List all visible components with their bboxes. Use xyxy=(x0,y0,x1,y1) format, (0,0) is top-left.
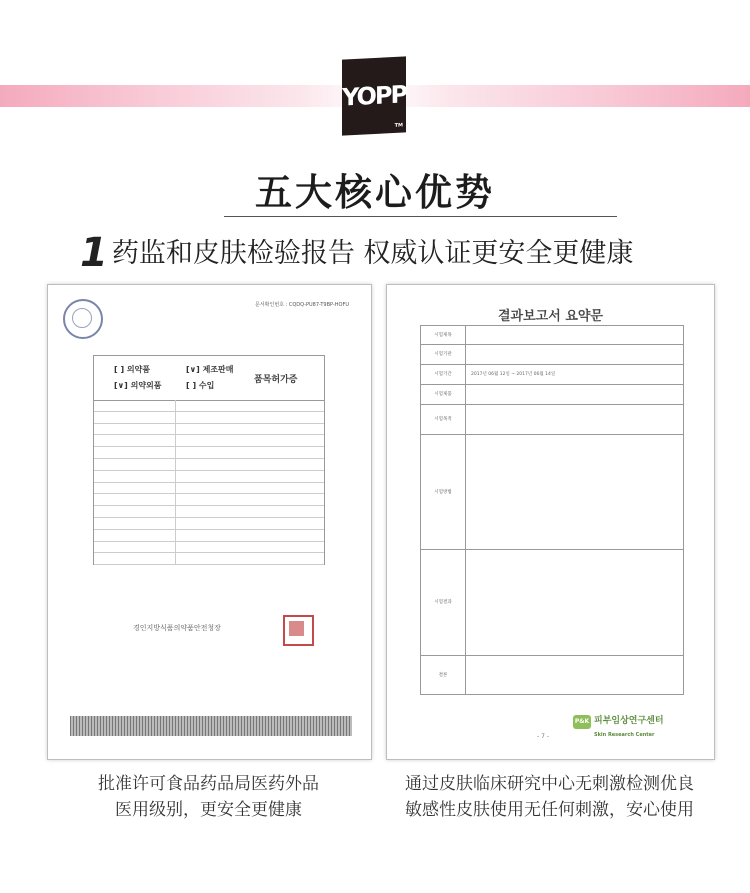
yopp-logo xyxy=(342,56,406,135)
center-name: 피부임상연구센터 xyxy=(594,716,664,726)
form-row xyxy=(94,412,324,424)
form-row xyxy=(94,471,324,483)
report-row xyxy=(421,434,683,550)
issuer-name: 경인지방식품의약품안전청장 xyxy=(133,624,221,632)
form-row xyxy=(94,435,324,447)
report-row xyxy=(421,404,683,435)
license-certificate-image xyxy=(47,284,372,760)
report-period: 2017년 06월 12일 ~ 2017년 06월 14일 xyxy=(471,372,556,377)
left-caption-line2: 医用级别，更安全更健康 xyxy=(115,800,302,820)
form-title: 품목허가증 xyxy=(254,375,298,385)
form-row xyxy=(94,494,324,506)
form-row xyxy=(94,424,324,436)
report-row-label: 시험제목 xyxy=(421,326,466,344)
document-barcode xyxy=(70,716,352,736)
advantage-subtitle xyxy=(80,230,633,276)
form-row xyxy=(94,530,324,542)
form-row xyxy=(94,542,324,554)
report-row xyxy=(421,326,683,345)
report-row-label: 시험기관 xyxy=(421,344,466,364)
center-name-en: Skin Research Center xyxy=(594,732,655,738)
advantage-text: 药监和皮肤检验报告 权威认证更安全更健康 xyxy=(111,238,634,269)
form-row xyxy=(94,518,324,530)
report-table xyxy=(420,325,684,695)
form-row xyxy=(94,506,324,518)
form-row xyxy=(94,400,324,412)
form-row xyxy=(94,483,324,495)
logo-text: YOPP xyxy=(341,80,407,112)
form-row xyxy=(94,459,324,471)
report-row xyxy=(421,549,683,656)
license-form xyxy=(93,355,325,565)
report-row xyxy=(421,364,683,385)
official-stamp-icon xyxy=(283,615,314,646)
skin-research-center-logo: P&K 피부임상연구센터 Skin Research Center xyxy=(574,716,664,738)
report-row xyxy=(421,344,683,365)
logo-tm: TM xyxy=(394,122,403,129)
government-seal-icon xyxy=(63,299,103,339)
right-caption-line1: 通过皮肤临床研究中心无刺激检测优良 xyxy=(405,774,694,794)
form-rows xyxy=(94,400,324,565)
report-row xyxy=(421,655,683,694)
title-divider xyxy=(224,216,617,217)
section-title: 五大核心优势 xyxy=(255,171,495,214)
doc-number: 문서확인번호 : CQDQ-PU87-T9BP-HOFU xyxy=(255,302,349,308)
advantage-number: 1 xyxy=(80,230,108,276)
checkbox-manufacture: [∨] 제조판매 xyxy=(186,365,234,374)
left-caption-line1: 批准许可食品药品局医药外品 xyxy=(98,774,319,794)
report-row-label: 시험목적 xyxy=(421,404,466,434)
report-row-label: 시험방법 xyxy=(421,434,466,549)
report-row-label: 결론 xyxy=(421,655,466,694)
report-title: 결과보고서 요약문 xyxy=(498,309,603,324)
report-row-label: 시험제품 xyxy=(421,384,466,404)
report-row xyxy=(421,384,683,405)
test-report-image xyxy=(386,284,715,760)
left-caption xyxy=(47,771,370,823)
checkbox-medicine: [ ] 의약품 xyxy=(114,365,151,374)
report-row-label: 시험결과 xyxy=(421,549,466,655)
form-header xyxy=(94,356,324,401)
checkbox-import: [ ] 수입 xyxy=(186,381,215,390)
form-row xyxy=(94,553,324,565)
right-caption xyxy=(376,771,723,823)
page-number: - 7 - xyxy=(537,733,549,740)
form-row xyxy=(94,447,324,459)
report-row-label: 시험기간 xyxy=(421,364,466,384)
right-caption-line2: 敏感性皮肤使用无任何刺激，安心使用 xyxy=(405,800,694,820)
checkbox-quasi-drug: [∨] 의약외품 xyxy=(114,381,162,390)
